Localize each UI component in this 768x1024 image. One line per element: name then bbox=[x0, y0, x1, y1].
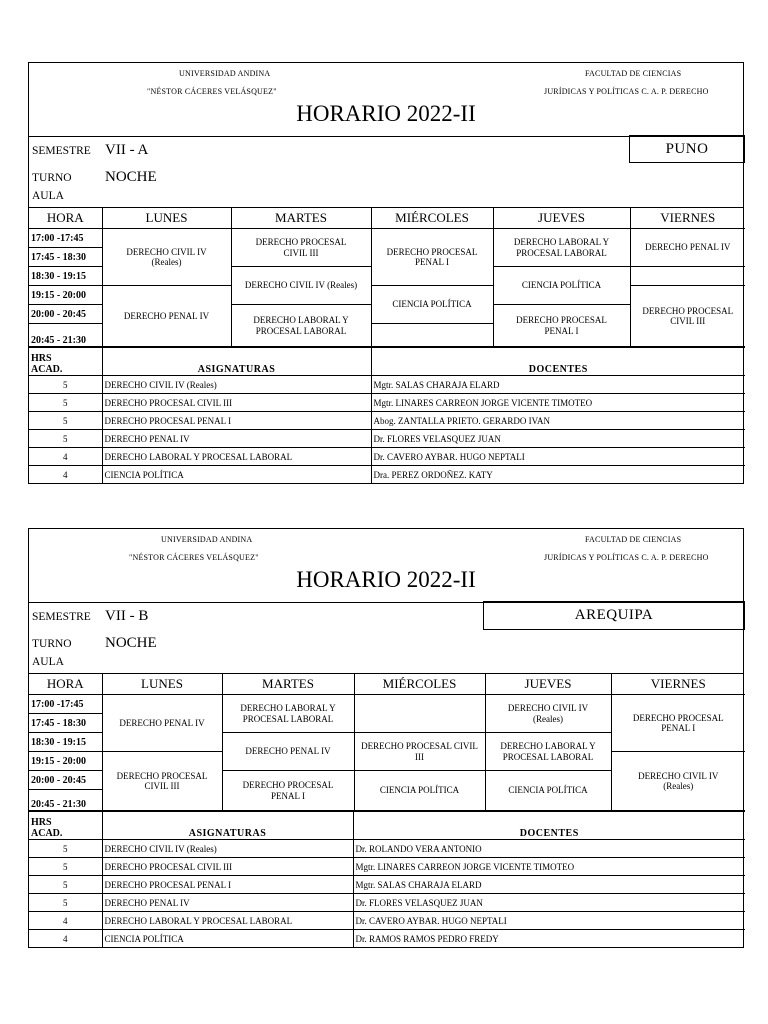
col-viernes: VIERNES bbox=[611, 674, 745, 695]
course-hours: 4 bbox=[29, 930, 102, 948]
col-martes: MARTES bbox=[222, 674, 354, 695]
col-miercoles: MIÉRCOLES bbox=[371, 208, 493, 229]
course-teacher: Mgtr. SALAS CHARAJA ELARD bbox=[371, 376, 745, 394]
schedule-b bbox=[28, 528, 744, 948]
course-hours: 4 bbox=[29, 466, 102, 484]
course-teacher: Dr. FLORES VELASQUEZ JUAN bbox=[371, 430, 745, 448]
turno-label: TURNO bbox=[32, 172, 72, 184]
course-hours: 5 bbox=[29, 376, 102, 394]
col-hora: HORA bbox=[29, 674, 102, 695]
table-row bbox=[29, 394, 745, 412]
table-row bbox=[29, 448, 745, 466]
hrs-acad-label: HRS ACAD. bbox=[29, 348, 102, 376]
col-miercoles: MIÉRCOLES bbox=[354, 674, 485, 695]
semestre-label: SEMESTRE bbox=[32, 145, 91, 157]
university-name: "NÉSTOR CÁCERES VELÁSQUEZ" bbox=[129, 553, 259, 562]
course-teacher: Dr. CAVERO AYBAR. HUGO NEPTALI bbox=[371, 448, 745, 466]
class-cell: DERECHO CIVIL IV (Reales) bbox=[231, 267, 371, 305]
course-hours: 4 bbox=[29, 912, 102, 930]
class-cell bbox=[354, 695, 485, 733]
course-name: CIENCIA POLÍTICA bbox=[102, 466, 371, 484]
faculty-detail: JURÍDICAS Y POLÍTICAS C. A. P. DERECHO bbox=[544, 553, 709, 562]
asignaturas-header: ASIGNATURAS bbox=[102, 348, 371, 376]
schedule-title: HORARIO 2022-II bbox=[296, 101, 476, 126]
col-jueves: JUEVES bbox=[493, 208, 630, 229]
time-slot: 20:45 - 21:30 bbox=[29, 324, 102, 347]
schedule-info bbox=[29, 603, 743, 674]
col-lunes: LUNES bbox=[102, 674, 222, 695]
course-teacher: Dr. RAMOS RAMOS PEDRO FREDY bbox=[353, 930, 745, 948]
course-teacher: Dr. FLORES VELASQUEZ JUAN bbox=[353, 894, 745, 912]
course-hours: 5 bbox=[29, 430, 102, 448]
course-name: DERECHO CIVIL IV (Reales) bbox=[102, 840, 353, 858]
class-cell: DERECHO PROCESAL CIVIL III bbox=[102, 752, 222, 811]
turno-value: NOCHE bbox=[105, 635, 157, 651]
subjects-table bbox=[29, 811, 745, 947]
time-slot: 20:00 - 20:45 bbox=[29, 305, 102, 324]
course-teacher: Dr. CAVERO AYBAR. HUGO NEPTALI bbox=[353, 912, 745, 930]
course-teacher: Mgtr. SALAS CHARAJA ELARD bbox=[353, 876, 745, 894]
class-cell: DERECHO LABORAL Y PROCESAL LABORAL bbox=[493, 229, 630, 267]
course-name: CIENCIA POLÍTICA bbox=[102, 930, 353, 948]
time-slot: 19:15 - 20:00 bbox=[29, 286, 102, 305]
semestre-value: VII - A bbox=[105, 142, 149, 158]
time-slot: 18:30 - 19:15 bbox=[29, 267, 102, 286]
class-cell: DERECHO PROCESAL PENAL I bbox=[493, 305, 630, 347]
turno-value: NOCHE bbox=[105, 169, 157, 185]
course-name: DERECHO LABORAL Y PROCESAL LABORAL bbox=[102, 912, 353, 930]
class-cell: DERECHO PROCESAL PENAL I bbox=[371, 229, 493, 286]
time-slot: 20:00 - 20:45 bbox=[29, 771, 102, 790]
course-hours: 5 bbox=[29, 412, 102, 430]
course-teacher: Abog. ZANTALLA PRIETO. GERARDO IVAN bbox=[371, 412, 745, 430]
table-row bbox=[29, 840, 745, 858]
city-box: AREQUIPA bbox=[483, 601, 745, 630]
table-row bbox=[29, 376, 745, 394]
time-slot: 20:45 - 21:30 bbox=[29, 790, 102, 811]
time-slot: 17:45 - 18:30 bbox=[29, 714, 102, 733]
course-teacher: Mgtr. LINARES CARREON JORGE VICENTE TIMOTEO bbox=[371, 394, 745, 412]
course-teacher: Dra. PEREZ ORDOÑEZ. KATY bbox=[371, 466, 745, 484]
class-cell: DERECHO CIVIL IV (Reales) bbox=[485, 695, 611, 733]
class-cell: DERECHO PROCESAL PENAL I bbox=[611, 695, 745, 752]
table-row bbox=[29, 412, 745, 430]
course-name: DERECHO LABORAL Y PROCESAL LABORAL bbox=[102, 448, 371, 466]
class-cell: DERECHO PROCESAL CIVIL III bbox=[231, 229, 371, 267]
timetable bbox=[29, 674, 745, 811]
class-cell: CIENCIA POLÍTICA bbox=[371, 286, 493, 324]
table-row bbox=[29, 894, 745, 912]
docentes-header: DOCENTES bbox=[371, 348, 745, 376]
course-name: DERECHO PROCESAL PENAL I bbox=[102, 876, 353, 894]
class-cell: CIENCIA POLÍTICA bbox=[485, 771, 611, 811]
table-row bbox=[29, 858, 745, 876]
class-cell: DERECHO PENAL IV bbox=[630, 229, 745, 267]
schedule-a bbox=[28, 62, 744, 484]
course-hours: 5 bbox=[29, 876, 102, 894]
table-row bbox=[29, 430, 745, 448]
schedule-info bbox=[29, 137, 743, 208]
table-row bbox=[29, 912, 745, 930]
course-name: DERECHO PROCESAL CIVIL III bbox=[102, 394, 371, 412]
class-cell bbox=[371, 324, 493, 347]
class-cell: DERECHO PROCESAL CIVIL III bbox=[630, 286, 745, 347]
class-cell: DERECHO LABORAL Y PROCESAL LABORAL bbox=[485, 733, 611, 771]
course-name: DERECHO CIVIL IV (Reales) bbox=[102, 376, 371, 394]
time-slot: 17:45 - 18:30 bbox=[29, 248, 102, 267]
schedule-header bbox=[29, 63, 743, 137]
time-slot: 17:00 -17:45 bbox=[29, 229, 102, 248]
class-cell: DERECHO PROCESAL PENAL I bbox=[222, 771, 354, 811]
course-hours: 5 bbox=[29, 894, 102, 912]
schedule-title: HORARIO 2022-II bbox=[296, 567, 476, 592]
table-row bbox=[29, 930, 745, 948]
university-label: UNIVERSIDAD ANDINA bbox=[161, 535, 253, 544]
table-row bbox=[29, 876, 745, 894]
course-teacher: Mgtr. LINARES CARREON JORGE VICENTE TIMOTEO bbox=[353, 858, 745, 876]
course-hours: 5 bbox=[29, 840, 102, 858]
university-label: UNIVERSIDAD ANDINA bbox=[179, 69, 271, 78]
course-hours: 4 bbox=[29, 448, 102, 466]
class-cell: DERECHO PROCESAL CIVIL III bbox=[354, 733, 485, 771]
schedule-header bbox=[29, 529, 743, 603]
class-cell: DERECHO PENAL IV bbox=[222, 733, 354, 771]
semestre-value: VII - B bbox=[105, 608, 149, 624]
table-row bbox=[29, 466, 745, 484]
timetable bbox=[29, 208, 745, 347]
aula-label: AULA bbox=[32, 190, 64, 202]
class-cell: DERECHO PENAL IV bbox=[102, 695, 222, 752]
hrs-acad-label: HRS ACAD. bbox=[29, 812, 102, 840]
class-cell: DERECHO PENAL IV bbox=[102, 286, 231, 347]
class-cell: DERECHO LABORAL Y PROCESAL LABORAL bbox=[222, 695, 354, 733]
course-name: DERECHO PENAL IV bbox=[102, 430, 371, 448]
time-slot: 19:15 - 20:00 bbox=[29, 752, 102, 771]
col-jueves: JUEVES bbox=[485, 674, 611, 695]
time-slot: 17:00 -17:45 bbox=[29, 695, 102, 714]
class-cell: DERECHO CIVIL IV (Reales) bbox=[102, 229, 231, 286]
asignaturas-header: ASIGNATURAS bbox=[102, 812, 353, 840]
col-hora: HORA bbox=[29, 208, 102, 229]
col-martes: MARTES bbox=[231, 208, 371, 229]
semestre-label: SEMESTRE bbox=[32, 611, 91, 623]
course-name: DERECHO PROCESAL CIVIL III bbox=[102, 858, 353, 876]
class-cell: CIENCIA POLÍTICA bbox=[354, 771, 485, 811]
subjects-table bbox=[29, 347, 745, 483]
course-hours: 5 bbox=[29, 858, 102, 876]
turno-label: TURNO bbox=[32, 638, 72, 650]
course-name: DERECHO PENAL IV bbox=[102, 894, 353, 912]
university-name: "NÉSTOR CÁCERES VELÁSQUEZ" bbox=[147, 87, 277, 96]
time-slot: 18:30 - 19:15 bbox=[29, 733, 102, 752]
aula-label: AULA bbox=[32, 656, 64, 668]
class-cell: CIENCIA POLÍTICA bbox=[493, 267, 630, 305]
course-hours: 5 bbox=[29, 394, 102, 412]
col-viernes: VIERNES bbox=[630, 208, 745, 229]
class-cell bbox=[630, 267, 745, 286]
class-cell: DERECHO CIVIL IV (Reales) bbox=[611, 752, 745, 811]
faculty-detail: JURÍDICAS Y POLÍTICAS C. A. P. DERECHO bbox=[544, 87, 709, 96]
col-lunes: LUNES bbox=[102, 208, 231, 229]
faculty-label: FACULTAD DE CIENCIAS bbox=[585, 69, 682, 78]
docentes-header: DOCENTES bbox=[353, 812, 745, 840]
faculty-label: FACULTAD DE CIENCIAS bbox=[585, 535, 682, 544]
class-cell: DERECHO LABORAL Y PROCESAL LABORAL bbox=[231, 305, 371, 347]
course-teacher: Dr. ROLANDO VERA ANTONIO bbox=[353, 840, 745, 858]
course-name: DERECHO PROCESAL PENAL I bbox=[102, 412, 371, 430]
city-box: PUNO bbox=[629, 135, 745, 163]
